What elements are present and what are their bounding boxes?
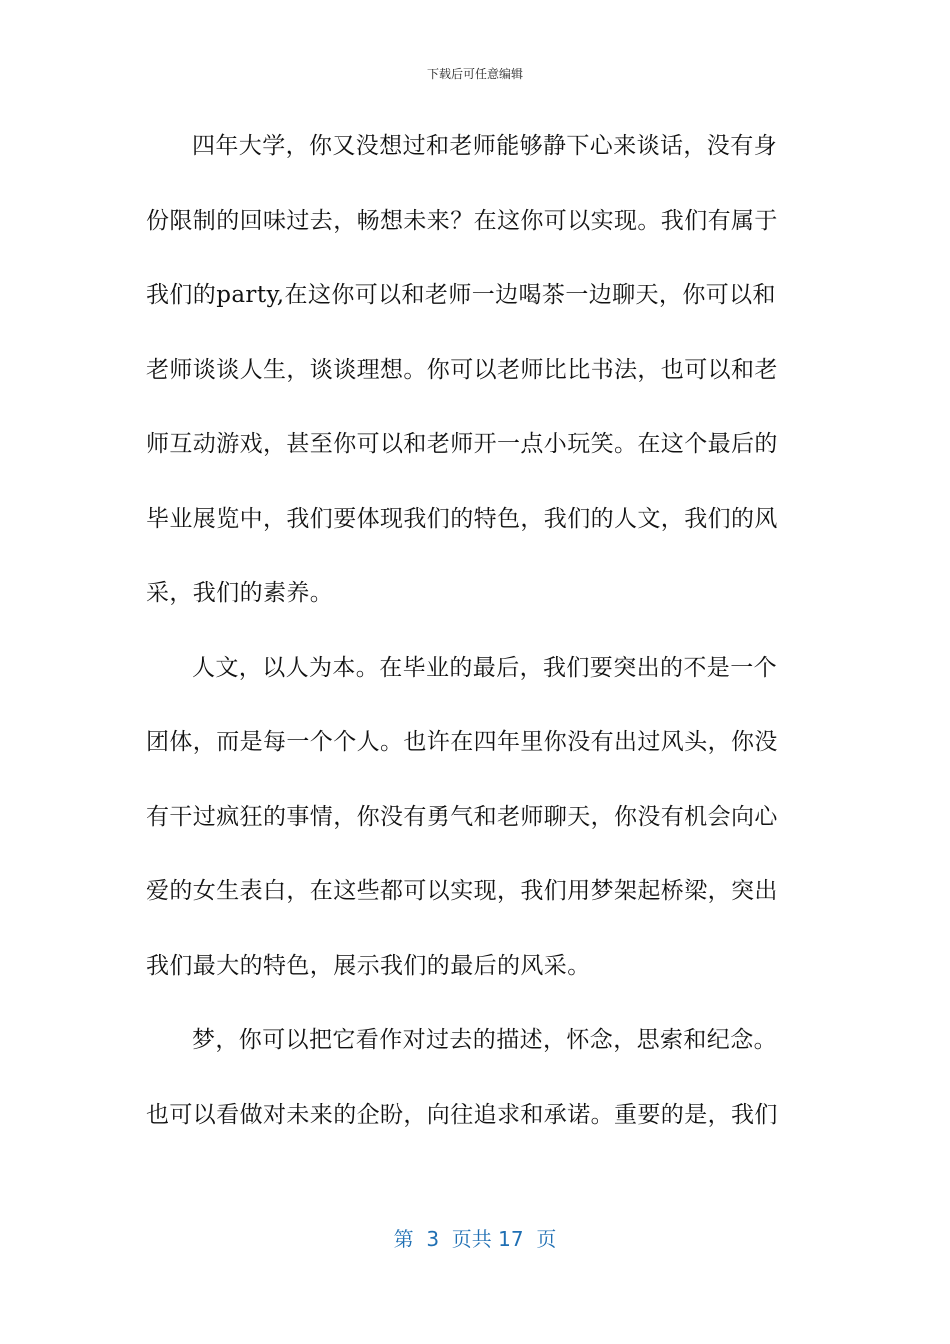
text-line: 我们最大的特色，展示我们的最后的风采。 bbox=[146, 952, 591, 979]
text-line: 爱的女生表白，在这些都可以实现，我们用梦架起桥梁，突出 bbox=[146, 878, 778, 904]
text-line: 我们的party,在这你可以和老师一边喝茶一边聊天，你可以和 bbox=[146, 282, 776, 308]
text-line: 团体，而是每一个个人。也许在四年里你没有出过风头，你没 bbox=[146, 729, 778, 755]
page-header: 下载后可任意编辑 bbox=[426, 67, 523, 81]
text-line: 老师谈谈人生，谈谈理想。你可以老师比比书法，也可以和老 bbox=[146, 356, 778, 383]
text-line: 也可以看做对未来的企盼，向往追求和承诺。重要的是，我们 bbox=[146, 1101, 778, 1128]
text-line: 有干过疯狂的事情，你没有勇气和老师聊天，你没有机会向心 bbox=[146, 803, 778, 830]
page-number-footer: 第 3 页共 17 页 bbox=[393, 1227, 557, 1251]
text-line: 份限制的回味过去，畅想未来？在这你可以实现。我们有属于 bbox=[146, 207, 778, 234]
text-line: 四年大学，你又没想过和老师能够静下心来谈话，没有身 bbox=[192, 133, 777, 159]
text-line: 师互动游戏，甚至你可以和老师开一点小玩笑。在这个最后的 bbox=[146, 431, 778, 457]
text-line: 采，我们的素养。 bbox=[146, 580, 334, 606]
text-line: 毕业展览中，我们要体现我们的特色，我们的人文，我们的风 bbox=[146, 505, 778, 532]
text-line: 梦，你可以把它看作对过去的描述，怀念，思索和纪念。 bbox=[192, 1027, 777, 1053]
document-body bbox=[146, 118, 806, 1161]
text-line: 人文，以人为本。在毕业的最后，我们要突出的不是一个 bbox=[192, 654, 777, 681]
